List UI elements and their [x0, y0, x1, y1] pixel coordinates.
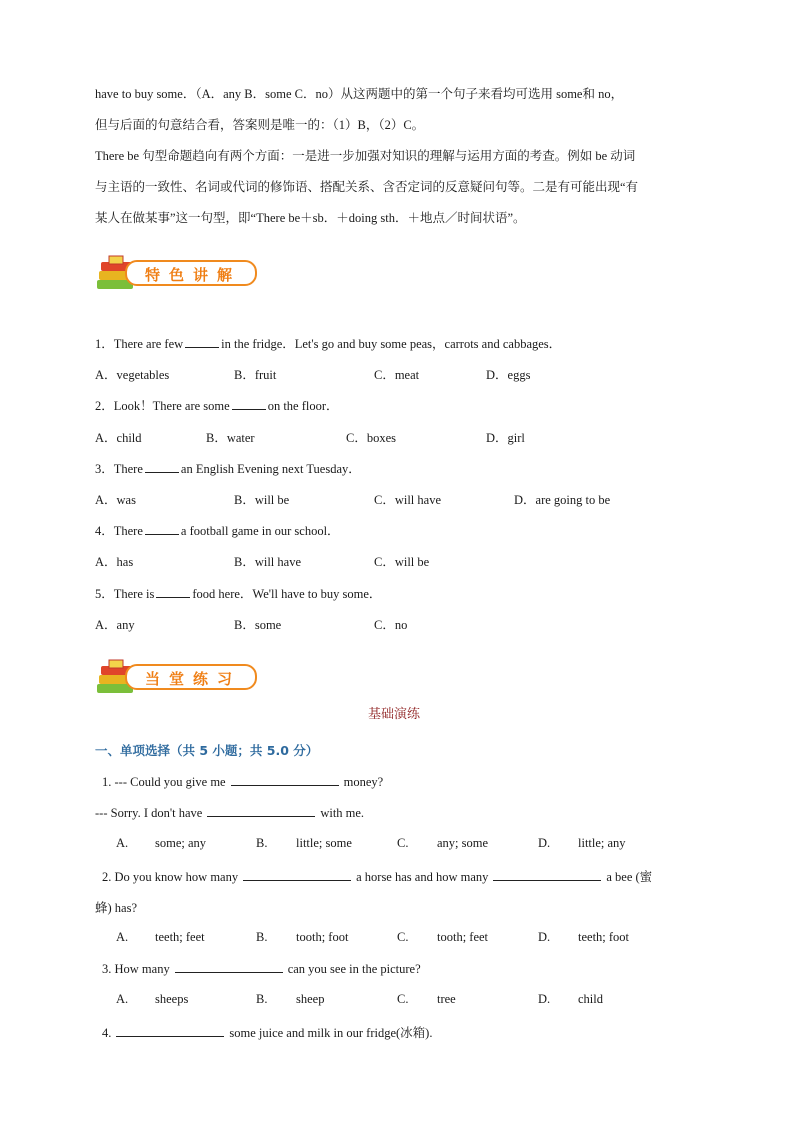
question-3: 3．There an English Evening next Tuesday． — [95, 462, 361, 476]
pq1-option-d: little; any — [578, 836, 626, 850]
pq3-option-b: sheep — [296, 992, 325, 1006]
question-2: 2．Look！There are some on the floor． — [95, 399, 339, 413]
intro-line-4: 与主语的一致性、名词或代词的修饰语、搭配关系、含否定词的反意疑问句等。二是有可能出现“有 — [95, 180, 639, 194]
q3-option-a: A．was — [95, 493, 136, 507]
answer-blank — [116, 1025, 224, 1037]
pq3-letter-a: A. — [116, 992, 129, 1006]
q5-option-b: B．some — [234, 618, 282, 632]
q1-option-a: A．vegetables — [95, 368, 170, 382]
intro-line-1: have to buy some．（A．any B．some C．no）从这两题中的第一个句子来看均可选用 some和 no， — [95, 87, 624, 101]
answer-blank — [231, 774, 339, 786]
q3-option-c: C．will have — [374, 493, 442, 507]
q2-option-d: D．girl — [486, 431, 525, 445]
question-1: 1．There are few in the fridge．Let's go and buy some peas，carrots and cabbages． — [95, 337, 562, 351]
pq2-option-c: tooth; feet — [437, 930, 489, 944]
answer-blank — [175, 961, 283, 973]
answer-blank — [207, 805, 315, 817]
section-badge-practice — [95, 658, 260, 698]
practice-question-4: 4. some juice and milk in our fridge(冰箱). — [102, 1026, 433, 1040]
practice-question-1-line-2: --- Sorry. I don't have with me. — [95, 806, 365, 820]
intro-line-3: There be 句型命题趋向有两个方面：一是进一步加强对知识的理解与运用方面的考查。例如 be 动词 — [95, 149, 636, 163]
pq3-letter-d: D. — [538, 992, 551, 1006]
answer-blank — [232, 398, 266, 410]
pq1-option-c: any; some — [437, 836, 489, 850]
section-badge-features — [95, 254, 260, 294]
q2-option-c: C．boxes — [346, 431, 397, 445]
practice-question-2-line-2: 蜂) has? — [95, 901, 137, 915]
practice-question-2: 2. Do you know how many a horse has and how many a bee (蜜 — [102, 870, 653, 884]
answer-blank — [243, 869, 351, 881]
pq1-letter-b: B. — [256, 836, 268, 850]
pq1-letter-c: C. — [397, 836, 409, 850]
q3-option-d: D．are going to be — [514, 493, 611, 507]
pq2-letter-c: C. — [397, 930, 409, 944]
intro-line-2: 但与后面的句意结合看，答案则是唯一的：（1）B，（2）C。 — [95, 118, 425, 132]
question-4: 4．There a football game in our school． — [95, 524, 340, 538]
pq1-letter-d: D. — [538, 836, 551, 850]
answer-blank — [145, 523, 179, 535]
pq2-option-a: teeth; feet — [155, 930, 205, 944]
pq1-option-a: some; any — [155, 836, 207, 850]
pq3-letter-b: B. — [256, 992, 268, 1006]
pq1-option-b: little; some — [296, 836, 352, 850]
q2-option-a: A．child — [95, 431, 142, 445]
q3-option-b: B．will be — [234, 493, 290, 507]
pq2-letter-d: D. — [538, 930, 551, 944]
pq3-letter-c: C. — [397, 992, 409, 1006]
pq2-letter-a: A. — [116, 930, 129, 944]
practice-question-1: 1. --- Could you give me money? — [102, 775, 384, 789]
badge-label: 特色讲解 — [145, 266, 242, 284]
q2-option-b: B．water — [206, 431, 255, 445]
q4-option-b: B．will have — [234, 555, 302, 569]
q4-option-c: C．will be — [374, 555, 430, 569]
intro-line-5: 某人在做某事”这一句型，即“There be＋sb．＋doing sth．＋地点／时间状语”。 — [95, 211, 526, 225]
section-title: 一、单项选择（共 5 小题；共 5.0 分） — [95, 743, 319, 758]
question-5: 5．There is food here．We'll have to buy some． — [95, 587, 382, 601]
answer-blank — [493, 869, 601, 881]
answer-blank — [145, 461, 179, 473]
q1-option-d: D．eggs — [486, 368, 531, 382]
pq3-option-d: child — [578, 992, 603, 1006]
q5-option-c: C．no — [374, 618, 408, 632]
pq3-option-a: sheeps — [155, 992, 189, 1006]
q1-option-c: C．meat — [374, 368, 420, 382]
q5-option-a: A．any — [95, 618, 135, 632]
answer-blank — [156, 586, 190, 598]
pq2-letter-b: B. — [256, 930, 268, 944]
pq2-option-d: teeth; foot — [578, 930, 630, 944]
pq3-option-c: tree — [437, 992, 456, 1006]
practice-question-3: 3. How many can you see in the picture? — [102, 962, 421, 976]
pq2-option-b: tooth; foot — [296, 930, 349, 944]
answer-blank — [185, 336, 219, 348]
badge-label: 当堂练习 — [145, 670, 242, 688]
pq1-letter-a: A. — [116, 836, 129, 850]
q1-option-b: B．fruit — [234, 368, 277, 382]
q4-option-a: A．has — [95, 555, 134, 569]
practice-center-title: 基础演练 — [368, 707, 421, 722]
